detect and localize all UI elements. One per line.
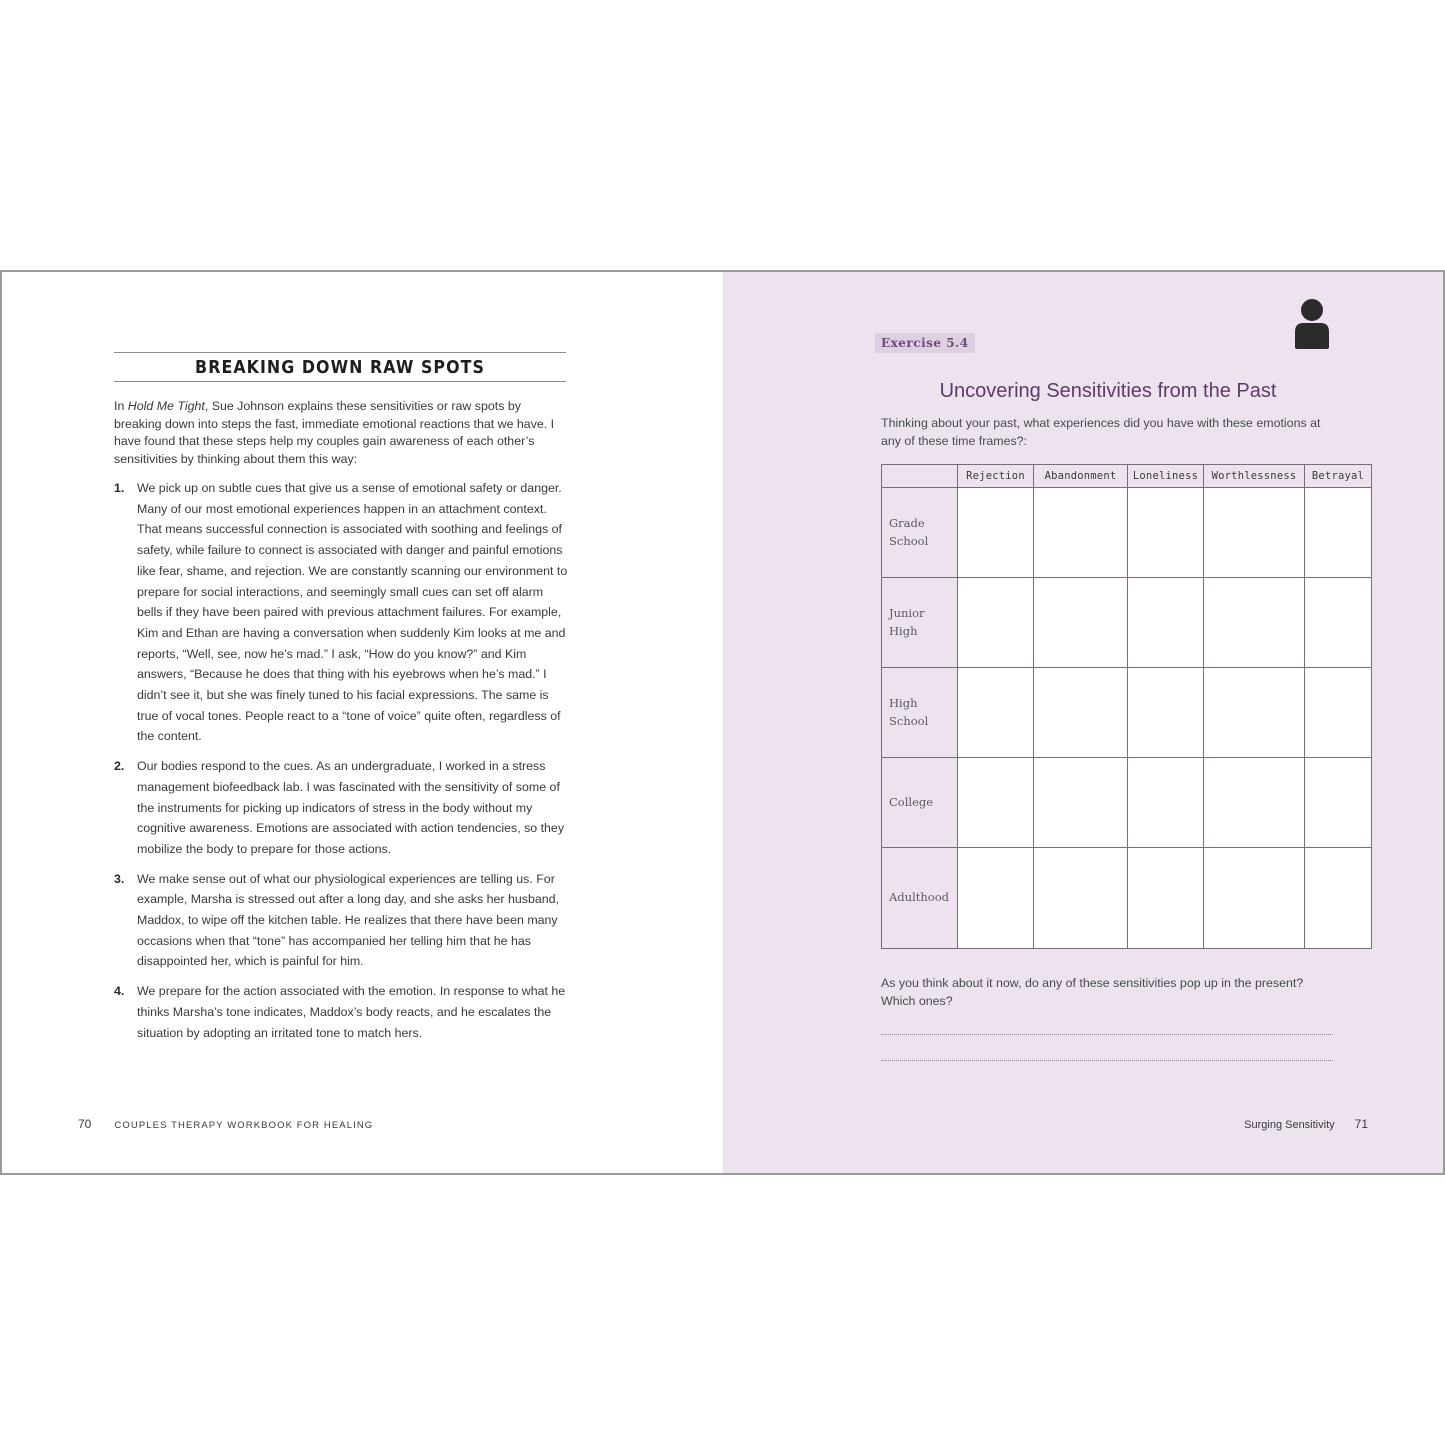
intro-paragraph	[114, 398, 569, 468]
table-row	[882, 848, 1372, 949]
row-label	[882, 668, 958, 758]
page-number: 70	[78, 1117, 92, 1131]
row-label-line: Grade	[889, 516, 925, 530]
answer-cell[interactable]	[1034, 488, 1128, 578]
answer-cell[interactable]	[958, 578, 1034, 668]
row-label-line: High	[889, 623, 918, 638]
reflection-question: As you think about it now, do any of these sensitivities pop up in the present? Which ones?	[881, 976, 1304, 1008]
right-page	[723, 272, 1443, 1173]
table-row	[882, 488, 1372, 578]
answer-cell[interactable]	[1034, 668, 1128, 758]
step-item	[114, 478, 569, 747]
answer-cell[interactable]	[1305, 848, 1372, 949]
page-number: 71	[1354, 1117, 1368, 1131]
exercise-title: Uncovering Sensitivities from the Past	[939, 380, 1277, 402]
step-number: 1.	[114, 481, 125, 495]
answer-cell[interactable]	[958, 668, 1034, 758]
row-label	[882, 758, 958, 848]
book-spread	[0, 270, 1445, 1175]
answer-cell[interactable]	[1204, 848, 1305, 949]
answer-cell[interactable]	[1034, 848, 1128, 949]
answer-cell[interactable]	[1034, 578, 1128, 668]
exercise-intro: Thinking about your past, what experiences did you have with these emotions at any of these time frames?:	[881, 416, 1321, 448]
answer-cell[interactable]	[1128, 758, 1204, 848]
step-item	[114, 869, 569, 973]
step-number: 2.	[114, 759, 125, 774]
answer-cell[interactable]	[958, 488, 1034, 578]
section-heading-text: BREAKING DOWN RAW SPOTS	[195, 357, 485, 378]
step-item	[114, 981, 569, 1043]
column-header: Rejection	[958, 465, 1034, 488]
answer-cell[interactable]	[1128, 488, 1204, 578]
step-text: We pick up on subtle cues that give us a sense of emotional safety or danger. Many of our most emotional experiences happen in an attachment context. That means successful connection is associated with soothing and feelings of safety, while failure to connect is associated with danger and painful emotions like fear, shame, and rejection. We are constantly scanning our environment to prepare for social interactions, and seemingly small cues can set off alarm bells if they have been paired with previous attachment failures. For example, Kim and Ethan are having a conversation when suddenly Kim looks at me and reports, “Well, see, now he’s mad.” I ask, “How do you know?” and Kim answers, “Because he does that thing with his eyebrows when he’s mad.” I didn’t see it, but she was finely tuned to his facial expressions. The same is true of vocal tones. People react to a “tone of voice” quite often, regardless of the content.	[137, 481, 568, 744]
answer-cell[interactable]	[958, 758, 1034, 848]
table-header-row	[882, 465, 1372, 488]
table-row	[882, 578, 1372, 668]
intro-before: In	[114, 399, 128, 413]
chapter-title: Surging Sensitivity	[1244, 1119, 1335, 1131]
step-number: 3.	[114, 871, 125, 886]
step-item	[114, 756, 569, 860]
exercise-badge: Exercise 5.4	[875, 333, 975, 353]
intro-after: , Sue Johnson explains these sensitivities or raw spots by breaking down into steps the fast, immediate emotional reactions that we have. I have found that these steps help my couples gain awareness of each other’s sensitivities by thinking about them this way:	[114, 399, 555, 466]
answer-cell[interactable]	[1204, 578, 1305, 668]
answer-cell[interactable]	[1204, 668, 1305, 758]
row-label-line: Junior	[889, 606, 925, 620]
row-label	[882, 848, 958, 949]
row-label	[882, 578, 958, 668]
step-text: We prepare for the action associated with the emotion. In response to what he thinks Marsha’s tone indicates, Maddox’s body reacts, and he escalates the situation by adopting an irritated tone to match hers.	[137, 984, 566, 1040]
table-row	[882, 758, 1372, 848]
left-page-footer	[78, 1117, 373, 1131]
answer-cell[interactable]	[1128, 668, 1204, 758]
row-label	[882, 488, 958, 578]
steps-list	[114, 478, 569, 1052]
answer-cell[interactable]	[1204, 758, 1305, 848]
table-row	[882, 668, 1372, 758]
answer-cell[interactable]	[1305, 578, 1372, 668]
answer-line[interactable]	[881, 1060, 1333, 1061]
answer-cell[interactable]	[1128, 578, 1204, 668]
row-label-line: School	[889, 713, 929, 728]
table-corner-cell	[882, 465, 958, 488]
section-heading	[114, 352, 566, 382]
right-page-footer	[1233, 1117, 1368, 1131]
person-icon	[1293, 298, 1331, 350]
running-title: COUPLES THERAPY WORKBOOK FOR HEALING	[114, 1120, 374, 1131]
answer-cell[interactable]	[1034, 758, 1128, 848]
row-label-line: High	[889, 696, 918, 710]
step-text: We make sense out of what our physiological experiences are telling us. For example, Marsha is stressed out after a long day, and she asks her husband, Maddox, to wipe off the kitchen table. He realizes that there have been many occasions when that “tone” has accompanied her telling him that he has disappointed her, which is painful for him.	[137, 871, 559, 969]
answer-cell[interactable]	[1128, 848, 1204, 949]
answer-cell[interactable]	[1305, 668, 1372, 758]
intro-book-title: Hold Me Tight	[127, 399, 205, 413]
left-page	[2, 272, 723, 1173]
column-header: Betrayal	[1305, 465, 1372, 488]
row-label-line: School	[889, 533, 929, 548]
column-header: Worthlessness	[1204, 465, 1305, 488]
step-number: 4.	[114, 984, 125, 999]
answer-line[interactable]	[881, 1034, 1333, 1035]
sensitivity-table	[881, 464, 1372, 949]
answer-cell[interactable]	[958, 848, 1034, 949]
answer-cell[interactable]	[1305, 488, 1372, 578]
answer-cell[interactable]	[1305, 758, 1372, 848]
column-header: Abandonment	[1034, 465, 1128, 488]
row-label-line: College	[889, 794, 934, 809]
row-label-line: Adulthood	[889, 890, 949, 905]
answer-cell[interactable]	[1204, 488, 1305, 578]
column-header: Loneliness	[1128, 465, 1204, 488]
step-text: Our bodies respond to the cues. As an undergraduate, I worked in a stress management biofeedback lab. I was fascinated with the sensitivity of some of the instruments for picking up indicators of stress in the body without my cognitive awareness. Emotions are associated with action tendencies, so they mobilize the body to prepare for those actions.	[137, 759, 565, 856]
